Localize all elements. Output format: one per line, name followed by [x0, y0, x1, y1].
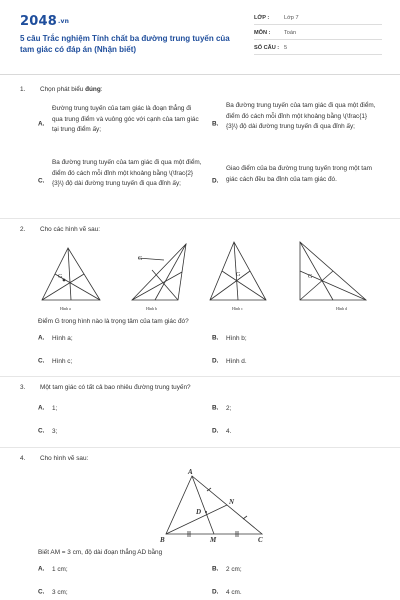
figure-a-caption: Hình a [60, 306, 71, 311]
option-4c[interactable]: C. 3 cm; [38, 588, 68, 596]
figure-c [210, 242, 266, 300]
option-1d[interactable]: D. Giao điểm của ba đường trung tuyến trong một tam giác cách đều ba đỉnh của tam giác đó. [212, 165, 372, 185]
option-1c[interactable]: C. Ba đường trung tuyến của tam giác đi qua một điểm, điểm đó cách mỗi đỉnh một khoảng bằng \(\frac{2}{3}\) độ dài đường trung tuyến đi qua đỉnh ấy; [38, 159, 202, 188]
option-2d[interactable]: D. Hình d. [212, 357, 247, 365]
figure-d-caption: Hình d [336, 306, 347, 311]
option-1a[interactable]: A. Đường trung tuyến của tam giác là đoạn thẳng đi qua trung điểm và vuông góc với cạnh của tam giác tại trung điểm ấy; [38, 105, 199, 134]
figure-c-caption: Hình c [232, 306, 243, 311]
figure-b-caption: Hình b [146, 306, 157, 311]
svg-text:G: G [58, 274, 63, 280]
divider [0, 447, 400, 448]
svg-text:D: D [196, 508, 202, 516]
divider [0, 376, 400, 377]
option-3c[interactable]: C. 3; [38, 427, 58, 435]
question-4-follow-up: Biết AM = 3 cm, độ dài đoạn thẳng AD bằng [38, 549, 163, 556]
page-header [0, 0, 400, 75]
question-4-figure [150, 466, 280, 544]
site-logo[interactable]: 2048.vn [20, 14, 70, 29]
question-number: 1. [20, 86, 26, 93]
option-4a[interactable]: A. 1 cm; [38, 565, 68, 573]
document-title: 5 câu Trắc nghiệm Tính chất ba đường trung tuyến của tam giác có đáp án (Nhận biết) [20, 34, 230, 54]
figure-b [132, 244, 186, 300]
option-3a[interactable]: A. 1; [38, 404, 58, 412]
question-stem: Chọn phát biểu đúng: [40, 86, 103, 93]
question-stem: Cho các hình vẽ sau: [40, 226, 101, 233]
option-3b[interactable]: B. 2; [212, 404, 232, 412]
option-2c[interactable]: C. Hình c; [38, 357, 73, 365]
question-stem: Cho hình vẽ sau: [40, 455, 89, 462]
option-1b[interactable]: B. Ba đường trung tuyến của tam giác đi qua một điểm, điểm đó cách mỗi đỉnh một khoảng bằng \(\frac{1}{3}\) độ dài đường trung tuyến đi qua đỉnh ấy; [212, 102, 376, 131]
meta-row-grade: LỚP : Lớp 7 [254, 12, 382, 25]
option-2a[interactable]: A. Hình a; [38, 334, 73, 342]
svg-text:C: C [258, 536, 263, 544]
svg-text:B: B [160, 536, 165, 544]
question-2-figures [38, 238, 378, 312]
svg-text:G: G [138, 256, 143, 262]
figure-d [300, 242, 366, 300]
option-3d[interactable]: D. 4. [212, 427, 232, 435]
option-4b[interactable]: B. 2 cm; [212, 565, 242, 573]
meta-row-subject: MÔN : Toán [254, 27, 382, 40]
question-stem: Một tam giác có tất cả bao nhiêu đường trung tuyến? [40, 384, 191, 391]
question-2-follow-up: Điểm G trong hình nào là trọng tâm của tam giác đó? [38, 318, 189, 325]
svg-text:N: N [229, 498, 235, 506]
divider [0, 218, 400, 219]
option-2b[interactable]: B. Hình b; [212, 334, 247, 342]
svg-text:G: G [308, 274, 313, 280]
svg-text:G: G [236, 272, 241, 278]
svg-text:A: A [188, 468, 193, 476]
figure-a [42, 248, 100, 300]
meta-row-count: SỐ CÂU : 5 [254, 42, 382, 55]
option-4d[interactable]: D. 4 cm. [212, 588, 242, 596]
svg-text:M: M [210, 536, 217, 544]
